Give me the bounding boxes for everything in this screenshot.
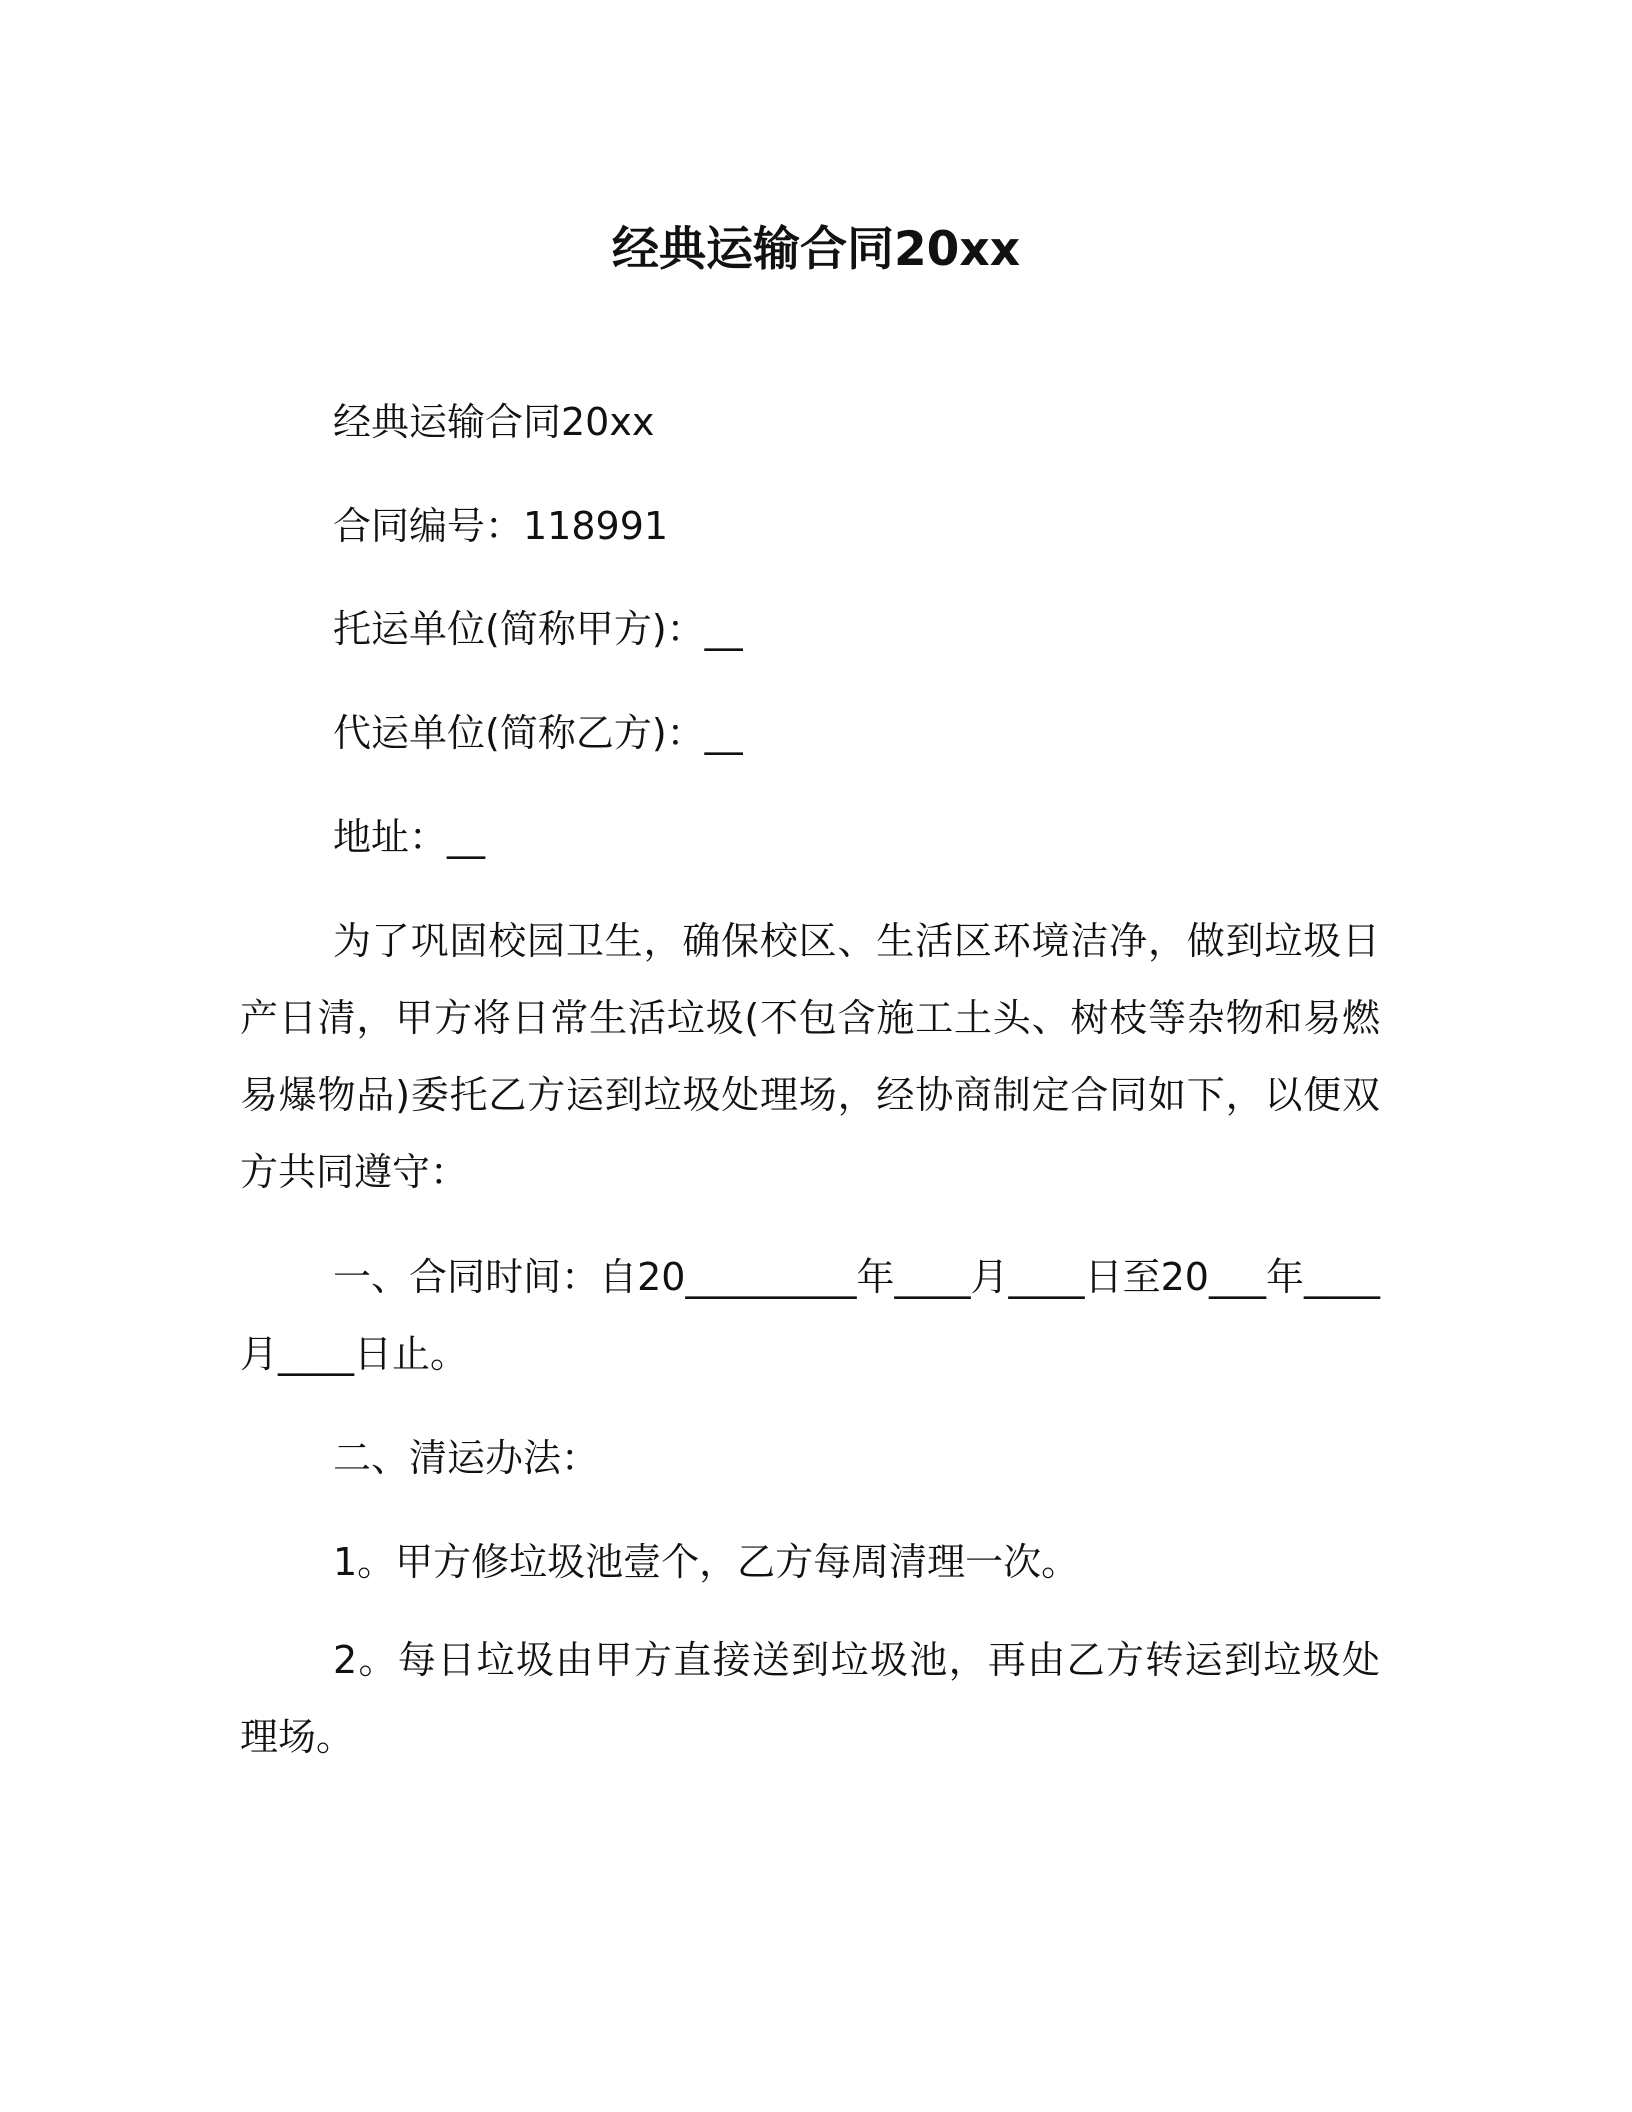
document-title: 经典运输合同20xx [611, 222, 1021, 277]
carrier-line: 代运单位(简称乙方)：__ [333, 711, 743, 755]
consignor-line: 托运单位(简称甲方)：__ [333, 607, 743, 651]
clause-1: 1。甲方修垃圾池壹个，乙方每周清理一次。 [333, 1540, 1080, 1584]
contract-number-line: 合同编号：118991 [333, 504, 669, 548]
contract-period-paragraph: 一、合同时间：自20_________年____月____日至20___年____月____日止。 [240, 1255, 1380, 1376]
address-line: 地址：__ [333, 815, 486, 859]
subtitle-line: 经典运输合同20xx [333, 400, 655, 444]
clause-2: 2。每日垃圾由甲方直接送到垃圾池，再由乙方转运到垃圾处理场。 [240, 1638, 1380, 1759]
section-2-heading: 二、清运办法： [333, 1436, 600, 1480]
intro-paragraph: 为了巩固校园卫生，确保校区、生活区环境洁净，做到垃圾日产日清，甲方将日常生活垃圾(不包含施工土头、树枝等杂物和易燃易爆物品)委托乙方运到垃圾处理场，经协商制定合同如下，以便双方共同遵守： [240, 919, 1380, 1194]
